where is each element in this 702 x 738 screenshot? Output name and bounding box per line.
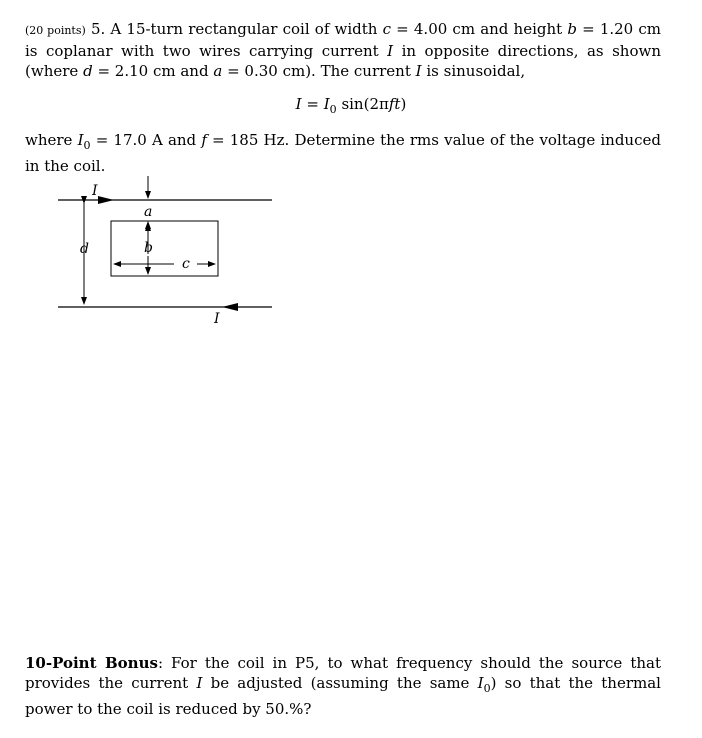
bonus-title: 10-Point Bonus xyxy=(25,654,158,672)
coil-wire-diagram xyxy=(50,170,280,330)
points-label: (20 points) xyxy=(25,24,86,37)
label-c: c xyxy=(182,256,190,272)
problem-number: 5. xyxy=(90,20,106,38)
label-b: b xyxy=(144,240,153,256)
problem-statement: (20 points) 5. A 15-turn rectangular coil of width c = 4.00 cm and height b = 1.20 cm is coplanar with two wires carrying current I in opposite directions, as shown (where d = 2.10 cm and a = 0.30 cm). The current I is sinusoidal, xyxy=(25,20,661,80)
bonus-question: 10-Point Bonus: For the coil in P5, to what frequency should the source that provides the current I be adjusted (assuming the same $I_0$) so that the thermal power to the coil is reduced by 50.%? xyxy=(25,654,661,718)
bottom-current-arrow xyxy=(222,303,238,311)
label-current-bottom: I xyxy=(214,311,220,327)
current-formula: $I = I_0$ sin(2πft) xyxy=(295,95,407,116)
label-a: a xyxy=(144,204,153,220)
label-current-top: I xyxy=(92,183,98,199)
label-d: d xyxy=(80,241,89,257)
coil-rectangle xyxy=(111,221,218,276)
given-values: where $I_0 = 17.0$ A and f = 185 Hz. Determine the rms value of the voltage induced in the coil. xyxy=(25,131,661,175)
top-current-arrow xyxy=(98,196,114,204)
